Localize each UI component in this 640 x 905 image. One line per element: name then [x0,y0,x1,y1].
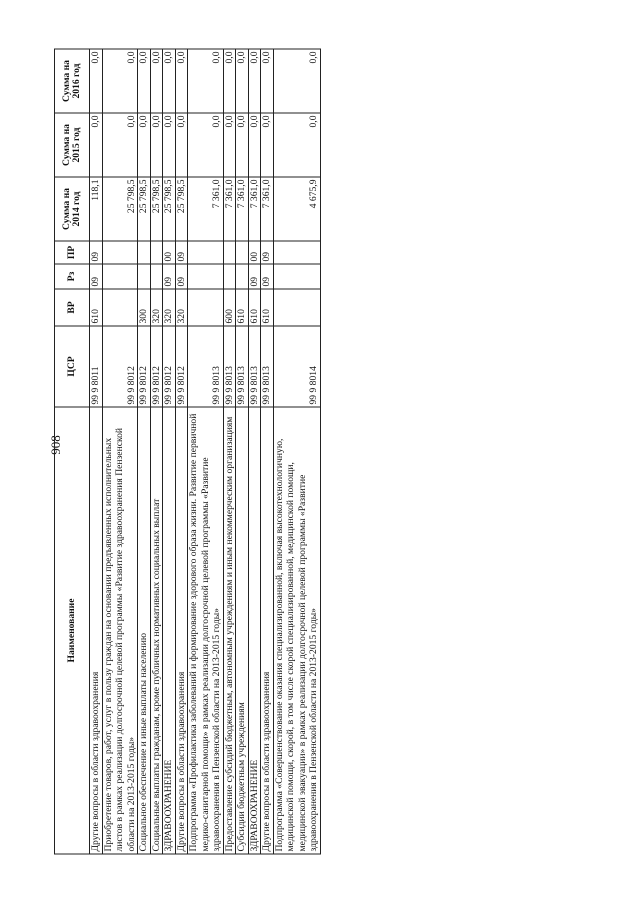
cell-vr: 610 [261,289,274,326]
cell-name: Социальное обеспечение и иные выплаты населению [138,407,151,854]
cell-s2016: 0,0 [273,49,320,113]
cell-vr: 610 [90,289,103,326]
cell-csr: 99 9 8013 [188,326,224,407]
cell-s2015: 0,0 [273,113,320,177]
cell-s2015: 0,0 [102,113,138,177]
cell-s2014: 25 798,5 [102,177,138,241]
cell-csr: 99 9 8012 [138,326,151,407]
cell-vr [102,289,138,326]
cell-rz [188,264,224,289]
budget-table [54,49,321,855]
table-row [175,49,188,854]
cell-rz [273,264,320,289]
cell-s2016: 0,0 [150,49,163,113]
cell-name: Предоставление субсидий бюджетным, автономным учреждениям и иным некоммерческим организациям [223,407,236,854]
cell-csr: 99 9 8013 [223,326,236,407]
cell-rz: 09 [175,264,188,289]
cell-rz [223,264,236,289]
cell-pr: 09 [175,241,188,264]
cell-vr: 320 [175,289,188,326]
cell-pr: 00 [163,241,176,264]
cell-name: Другие вопросы в области здравоохранения [261,407,274,854]
header-pr: ПР [55,241,90,264]
cell-vr: 300 [138,289,151,326]
cell-pr [138,241,151,264]
cell-vr: 610 [236,289,249,326]
cell-s2014: 25 798,5 [175,177,188,241]
table-row [102,49,138,854]
cell-rz: 09 [261,264,274,289]
cell-s2014: 25 798,5 [150,177,163,241]
cell-rz: 09 [163,264,176,289]
table-row [90,49,103,854]
cell-csr: 99 9 8012 [175,326,188,407]
cell-name: ЗДРАВООХРАНЕНИЕ [248,407,261,854]
cell-pr: 09 [261,241,274,264]
cell-vr: 320 [163,289,176,326]
table-row [248,49,261,854]
cell-csr: 99 9 8011 [90,326,103,407]
cell-s2016: 0,0 [248,49,261,113]
cell-vr: 320 [150,289,163,326]
header-sum-2016: Сумма на 2016 год [55,49,90,113]
cell-name: Социальные выплаты гражданам, кроме публичных нормативных социальных выплат [150,407,163,854]
header-sum-2014: Сумма на 2014 год [55,177,90,241]
cell-s2014: 4 675,9 [273,177,320,241]
cell-name: ЗДРАВООХРАНЕНИЕ [163,407,176,854]
cell-pr: 09 [90,241,103,264]
table-body [90,49,321,854]
cell-pr [223,241,236,264]
table-row [223,49,236,854]
cell-name: Подпрограмма «Профилактика заболеваний и формирование здорового образа жизни. Развитие первичной медико-санитарной помощи» в рамках реализации долгосрочной целевой программы «Развитие здравоохранения в Пензенской области на 2013-2015 годы» [188,407,224,854]
cell-pr [150,241,163,264]
table-row [188,49,224,854]
table-row [261,49,274,854]
cell-name: Подпрограмма «Совершенствование оказания специализированной, включая высокотехнологичную, медицинской помощи, скорой, в том числе скорой специализированной, медицинской помощи, медицинской эвакуации» в рамках реализации долгосрочной целевой программы «Развитие здравоохранения в Пензенской области на 2013-2015 годы» [273,407,320,854]
cell-csr: 99 9 8012 [102,326,138,407]
cell-s2016: 0,0 [223,49,236,113]
cell-rz [236,264,249,289]
cell-csr: 99 9 8012 [150,326,163,407]
header-sum-2015: Сумма на 2015 год [55,113,90,177]
cell-csr: 99 9 8013 [236,326,249,407]
cell-s2015: 0,0 [163,113,176,177]
table-row [163,49,176,854]
table-row [236,49,249,854]
cell-s2016: 0,0 [163,49,176,113]
page-number: 908 [48,435,63,455]
cell-pr [188,241,224,264]
cell-s2015: 0,0 [188,113,224,177]
table-row [273,49,320,854]
cell-s2014: 7 361,0 [236,177,249,241]
header-name: Наименование [55,407,90,854]
cell-s2014: 7 361,0 [223,177,236,241]
cell-s2016: 0,0 [102,49,138,113]
cell-csr: 99 9 8012 [163,326,176,407]
cell-pr [236,241,249,264]
cell-s2015: 0,0 [175,113,188,177]
cell-vr [188,289,224,326]
cell-s2014: 7 361,0 [248,177,261,241]
header-csr: ЦСР [55,326,90,407]
cell-rz: 09 [248,264,261,289]
cell-name: Субсидии бюджетным учреждениям [236,407,249,854]
table-row [138,49,151,854]
cell-name: Приобретение товаров, работ, услуг в пользу граждан на основании предъявленных исполнительных листов в рамках реализации долгосрочной целевой программы «Развитие здравоохранения Пензенской области на 2013-2015 годы» [102,407,138,854]
cell-s2015: 0,0 [223,113,236,177]
cell-csr: 99 9 8013 [261,326,274,407]
cell-rz [138,264,151,289]
cell-s2014: 25 798,5 [163,177,176,241]
cell-pr [273,241,320,264]
cell-s2016: 0,0 [138,49,151,113]
cell-vr: 610 [248,289,261,326]
cell-name: Другие вопросы в области здравоохранения [175,407,188,854]
cell-s2015: 0,0 [90,113,103,177]
cell-s2015: 0,0 [261,113,274,177]
cell-s2016: 0,0 [90,49,103,113]
cell-pr: 00 [248,241,261,264]
table-row [150,49,163,854]
cell-vr [273,289,320,326]
cell-csr: 99 9 8013 [248,326,261,407]
header-vr: ВР [55,289,90,326]
cell-s2016: 0,0 [236,49,249,113]
cell-vr: 600 [223,289,236,326]
cell-s2014: 118,1 [90,177,103,241]
cell-s2016: 0,0 [188,49,224,113]
table-header-row [55,49,90,854]
cell-s2014: 7 361,0 [188,177,224,241]
cell-name: Другие вопросы в области здравоохранения [90,407,103,854]
cell-s2015: 0,0 [150,113,163,177]
header-rz: Рз [55,264,90,289]
cell-s2016: 0,0 [175,49,188,113]
cell-s2015: 0,0 [236,113,249,177]
cell-rz: 09 [90,264,103,289]
cell-s2015: 0,0 [138,113,151,177]
cell-s2014: 25 798,5 [138,177,151,241]
rotated-page [54,50,586,855]
cell-rz [102,264,138,289]
cell-s2016: 0,0 [261,49,274,113]
cell-pr [102,241,138,264]
cell-s2015: 0,0 [248,113,261,177]
cell-rz [150,264,163,289]
cell-csr: 99 9 8014 [273,326,320,407]
cell-s2014: 7 361,0 [261,177,274,241]
